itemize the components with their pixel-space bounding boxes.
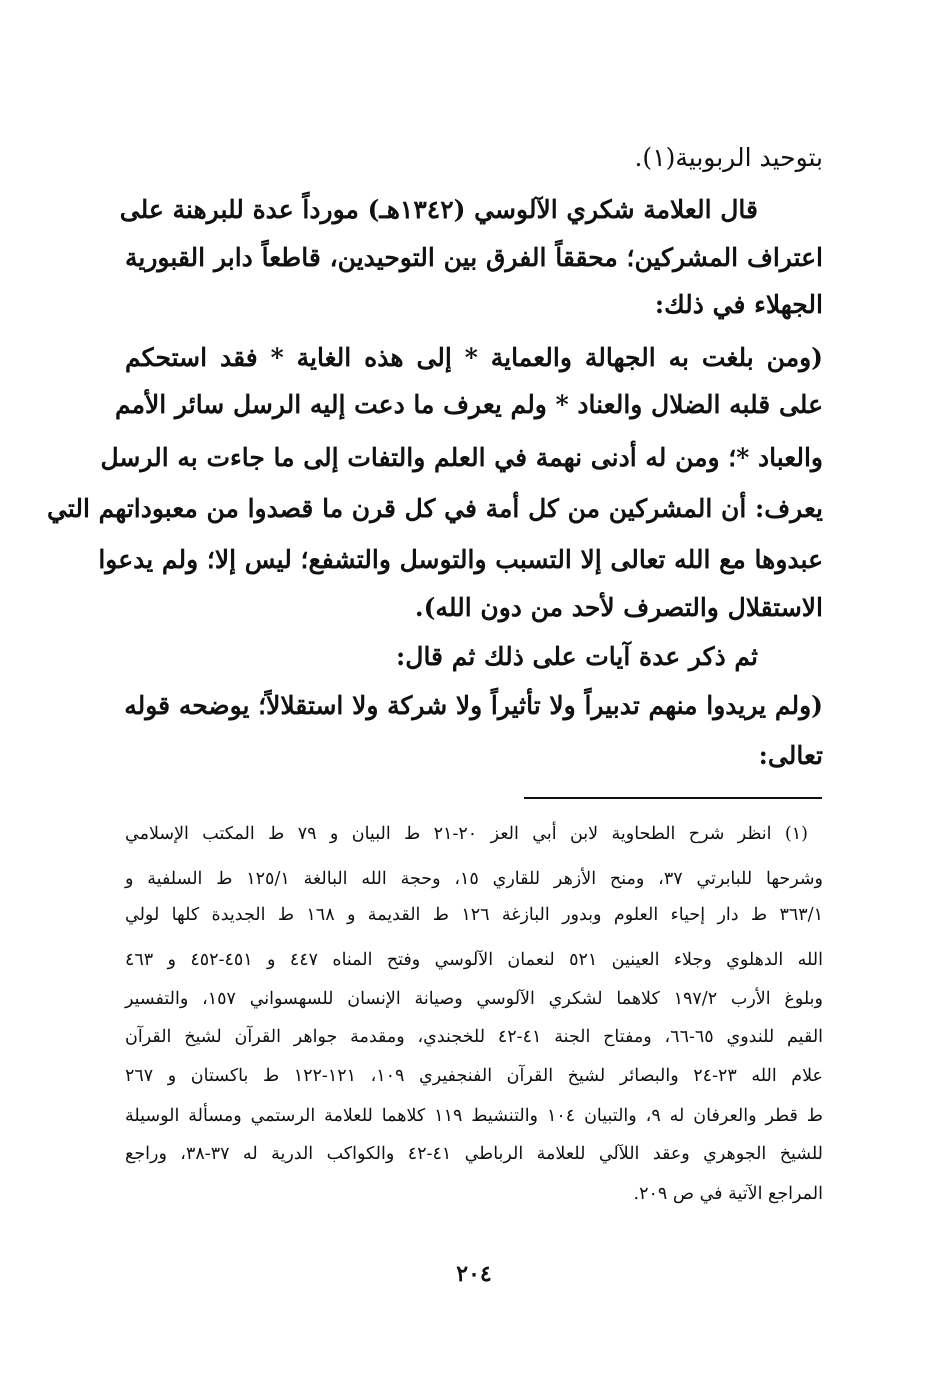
body-line: (ومن بلغت به الجهالة والعماية * إلى هذه الغاية * فقد استحكم [125,343,823,372]
body-line: (ولم يريدوا منهم تدبيراً ولا تأثيراً ولا شركة ولا استقلالاً؛ يوضحه قوله [124,691,823,720]
footnote-line: ط قطر والعرفان له ٩، والتبيان ١٠٤ والتنشيط ١١٩ كلاهما للعلامة الرستمي ومسألة الوسيلة [125,1106,823,1126]
footnote-line: وشرحها للبابرتي ٣٧، ومنح الأزهر للقاري ١٥، وحجة الله البالغة ١٢٥/١ ط السلفية و [125,869,823,889]
body-line: على قلبه الضلال والعناد * ولم يعرف ما دعت إليه الرسل سائر الأمم [115,390,823,419]
body-line: يعرف: أن المشركين من كل أمة في كل قرن ما قصدوا من معبوداتهم التي [47,494,823,523]
body-line: اعتراف المشركين؛ محققاً الفرق بين التوحيدين، قاطعاً دابر القبورية [125,243,823,272]
footnote-line: (١) انظر شرح الطحاوية لابن أبي العز ٢٠-٢١ ط البيان و ٧٩ ط المكتب الإسلامي [125,824,808,844]
body-line: بتوحيد الربوبية(١). [634,143,823,172]
body-line: ثم ذكر عدة آيات على ذلك ثم قال: [396,642,758,671]
footnote-separator [524,797,822,799]
body-line: الاستقلال والتصرف لأحد من دون الله). [414,593,823,622]
body-line: تعالى: [758,741,823,770]
footnote-line: وبلوغ الأرب ١٩٧/٢ كلاهما لشكري الآلوسي وصيانة الإنسان للسهسواني ١٥٧، والتفسير [125,989,823,1009]
body-line: عبدوها مع الله تعالى إلا التسبب والتوسل والتشفع؛ ليس إلا؛ ولم يدعوا [98,545,823,574]
footnote-line: الله الدهلوي وجلاء العينين ٥٢١ لنعمان الآلوسي وفتح المناه ٤٤٧ و ٤٥١-٤٥٢ و ٤٦٣ [125,950,823,970]
body-line: الجهلاء في ذلك: [654,290,823,319]
body-line: قال العلامة شكري الآلوسي (١٣٤٢هـ) مورداً عدة للبرهنة على [119,195,758,224]
footnote-line: للشيخ الجوهري وعقد اللآلي للعلامة الرباطي ٤١-٤٢ والكواكب الدرية له ٣٧-٣٨، وراجع [125,1144,824,1164]
footnote-line: المراجع الآتية في ص ٢٠٩. [633,1184,823,1204]
footnote-line: علام الله ٢٣-٢٤ والبصائر لشيخ القرآن الفنجفيري ١٠٩، ١٢١-١٢٢ ط باكستان و ٢٦٧ [125,1066,824,1086]
body-line: والعباد *؛ ومن له أدنى نهمة في العلم والتفات إلى ما جاءت به الرسل [100,443,823,472]
page-number: ٢٠٤ [456,1261,492,1287]
footnote-line: ٣٦٣/١ ط دار إحياء العلوم وبدور البازغة ١٢٦ ط القديمة و ١٦٨ ط الجديدة كلها لولي [125,905,823,925]
footnote-line: القيم للندوي ٦٥-٦٦، ومفتاح الجنة ٤١-٤٢ للخجندي، ومقدمة جواهر القرآن لشيخ القرآن [125,1027,824,1047]
